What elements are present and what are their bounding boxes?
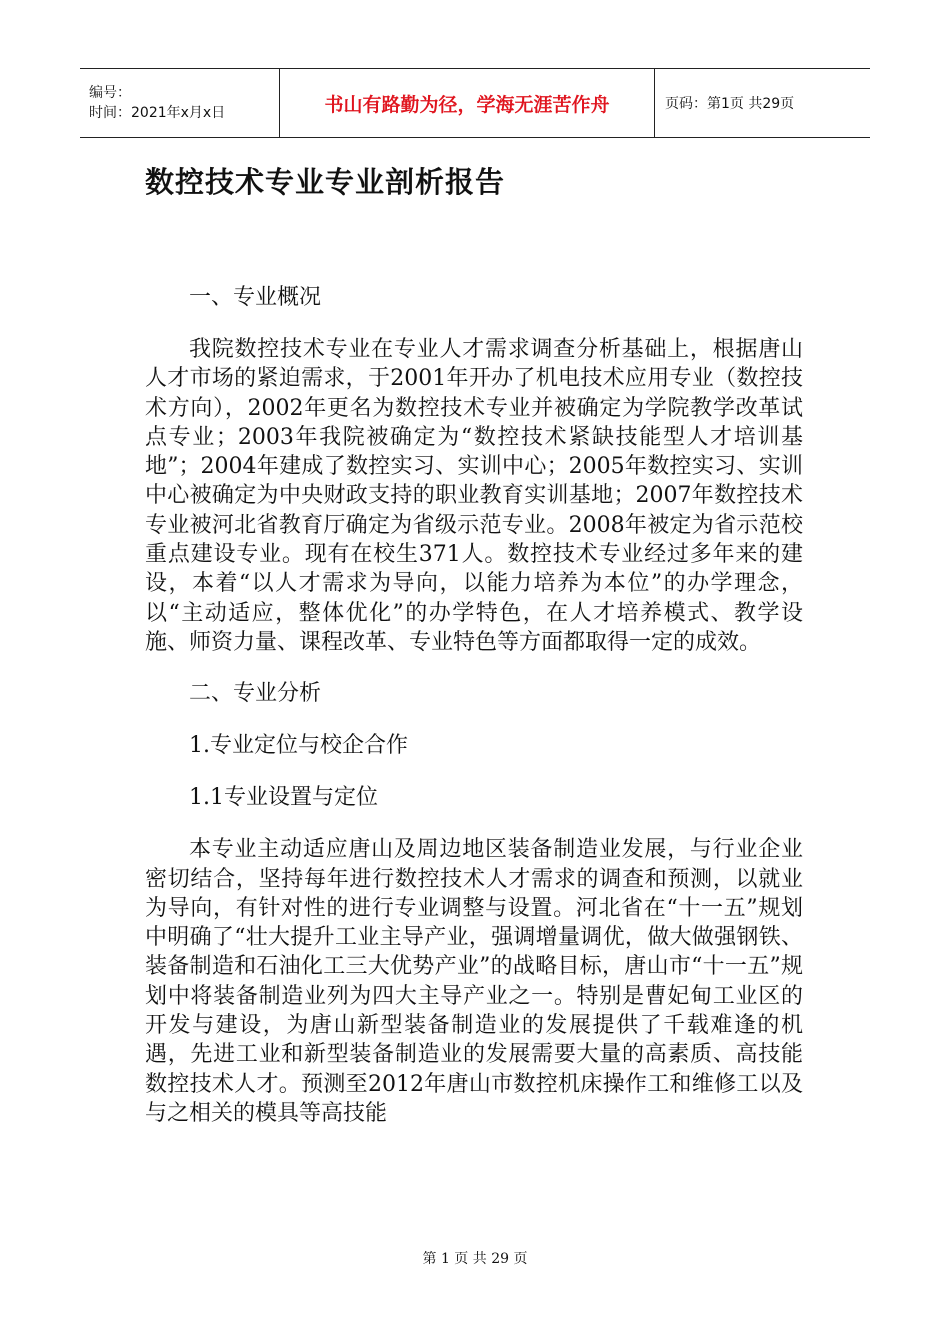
page-info-text: 页码：第1页 共29页 [665, 96, 795, 112]
section-heading-analysis: 二、专业分析 [189, 681, 322, 707]
paragraph-setup: 本专业主动适应唐山及周边地区装备制造业发展，与行业企业密切结合，坚持每年进行数控技术人才需求的调查和预测，以就业为导向，有针对性的进行专业调整与设置。河北省在“十一五”规划中明确了“壮大提升工业主导产业，强调增量调优，做大做强钢铁、装备制造和石油化工三大优势产业”的战略目标，唐山市“十一五”规划中将装备制造业列为四大主导产业之一。特别是曹妃甸工业区的开发与建设，为唐山新型装备制造业的发展提供了千载难逢的机遇，先进工业和新型装备制造业的发展需要大量的高素质、高技能数控技术人才。预测至2012年唐山市数控机床操作工和维修工以及与之相关的模具等高技能 [145, 837, 803, 1126]
motto-text: 书山有路勤为径，学海无涯苦作舟 [324, 93, 610, 116]
number-label: 编号： [89, 85, 131, 101]
header-motto [280, 69, 655, 137]
time-label: 时间：2021年x月x日 [89, 105, 226, 121]
document-body [145, 283, 803, 1150]
page-footer [0, 1248, 950, 1268]
paragraph-overview: 我院数控技术专业在专业人才需求调查分析基础上，根据唐山人才市场的紧迫需求，于2001年开办了机电技术应用专业（数控技术方向），2002年更名为数控技术专业并被确定为学院教学改革试点专业；2003年我院被确定为“数控技术紧缺技能型人才培训基地”；2004年建成了数控实习、实训中心；2005年数控实习、实训中心被确定为中央财政支持的职业教育实训基地；2007年数控技术专业被河北省教育厅确定为省级示范专业。2008年被定为省示范校重点建设专业。现有在校生371人。数控技术专业经过多年来的建设，本着“以人才需求为导向，以能力培养为本位”的办学理念，以“主动适应，整体优化”的办学特色，在人才培养模式、教学设施、师资力量、课程改革、专业特色等方面都取得一定的成效。 [145, 337, 803, 655]
header-meta [80, 69, 280, 137]
footer-page-number: 第 1 页 共 29 页 [422, 1251, 528, 1267]
header-page-info [655, 69, 870, 137]
document-title: 数控技术专业专业剖析报告 [145, 165, 506, 199]
document-header [80, 68, 870, 138]
section-heading-overview: 一、专业概况 [189, 285, 322, 310]
subsubsection-heading-setup: 1.1专业设置与定位 [189, 785, 378, 811]
subsection-heading-positioning: 1.专业定位与校企合作 [189, 733, 408, 759]
